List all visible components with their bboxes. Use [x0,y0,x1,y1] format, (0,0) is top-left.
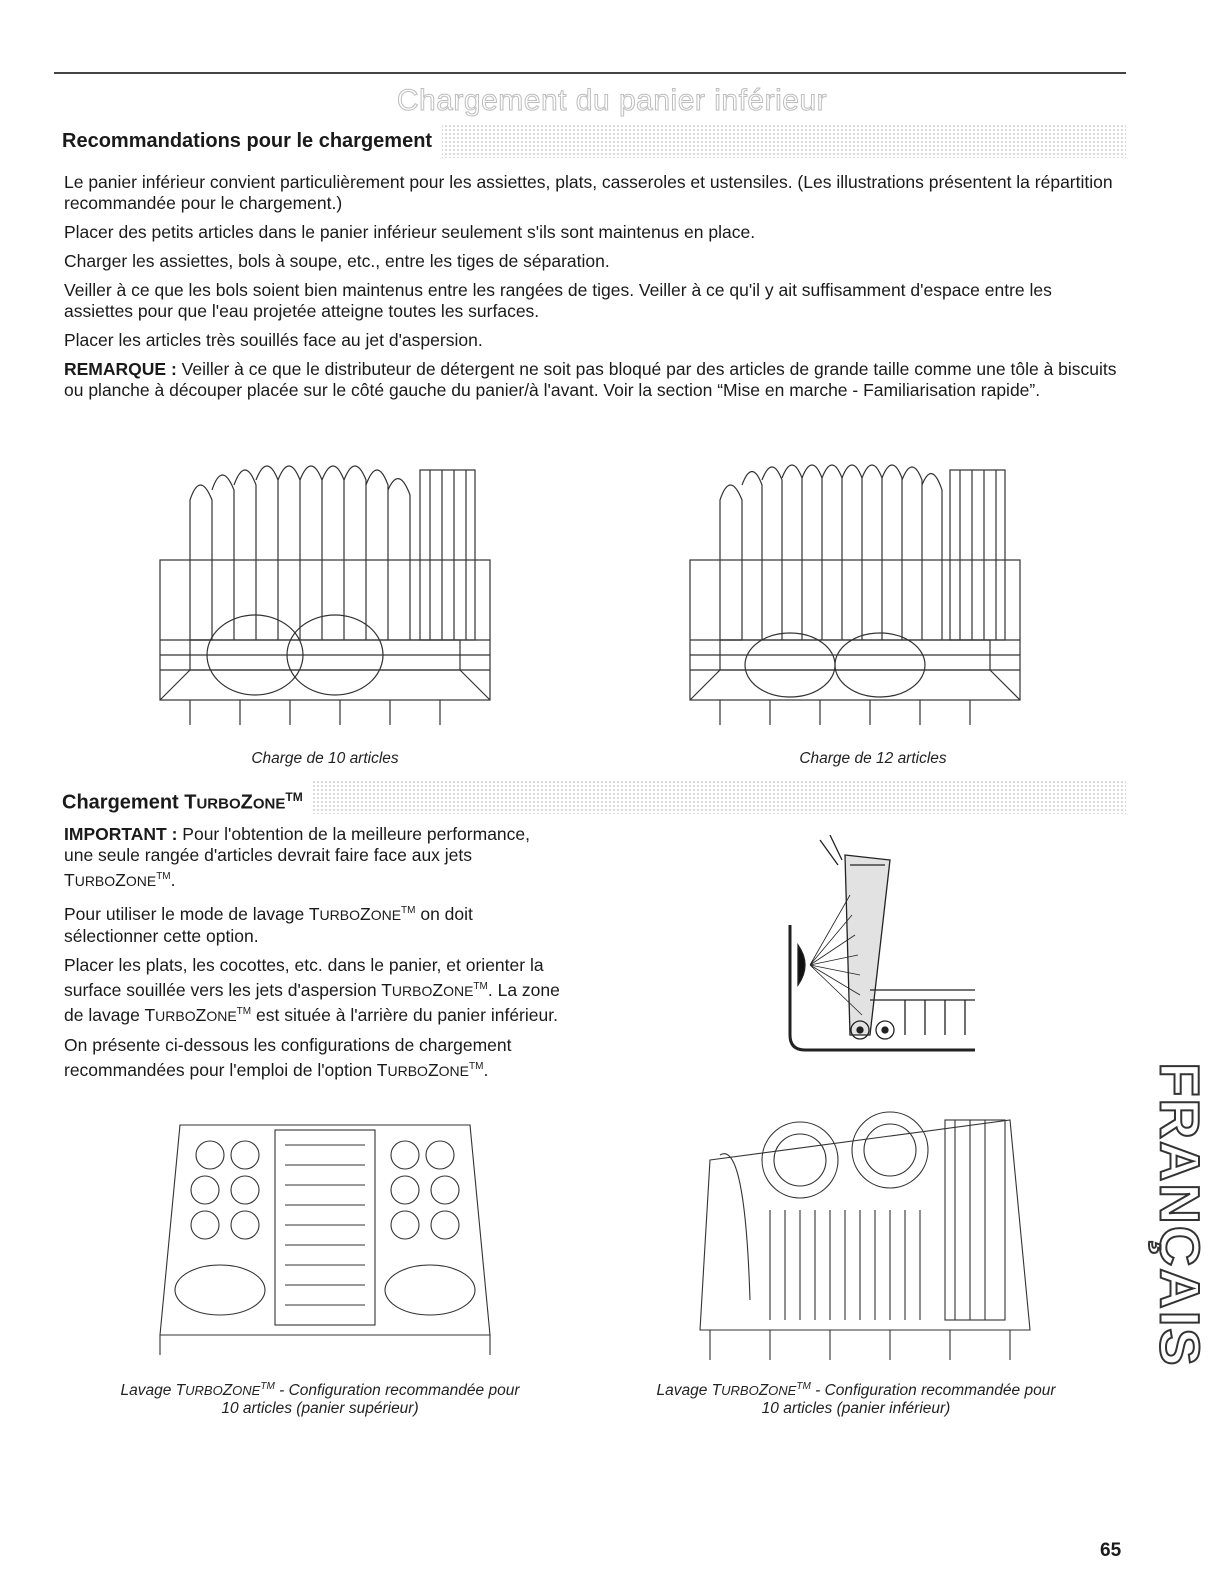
section-header-turbozone [60,780,1126,814]
section-header-recommendations [60,124,1126,158]
language-tab [1148,1062,1212,1368]
paragraph: Charger les assiettes, bols à soupe, etc., entre les tiges de séparation. [64,251,610,271]
note-text: Veiller à ce que le distributeur de détergent ne soit pas bloqué par des articles de grande taille comme une tôle à biscuits ou planche à découper placée sur le côté gauche du panier/à l'avant. Voir la section “Mise en marche - Familiarisation rapide”. [64,359,1117,400]
paragraph: Placer des petits articles dans le panier inférieur seulement s'ils sont maintenus en place. [64,222,756,242]
dish-rack-12-items-illustration [680,440,1030,730]
caption-line: 10 articles (panier inférieur) [761,1400,951,1418]
figure-caption-lower-rack [596,1378,1116,1418]
paragraph: Placer les plats, les cocottes, etc. dans le panier, et orienter la surface souillée vers les jets d'aspersion TURBOZONE™. La zone de lavage TURBOZONE™ est située à l'arrière du panier inférieur. [64,954,560,1026]
note-label: REMARQUE : [64,359,177,379]
section-heading: Chargement TURBOZONE™ [60,780,313,822]
important-paragraph: IMPORTANT : Pour l'obtention de la meilleure performance, une seule rangée d'articles devrait faire face aux jets TURBOZONE™. [64,824,530,890]
turbozone-lower-rack-illustration [690,1100,1040,1370]
language-tab-label: FRANÇAIS [1148,1062,1212,1368]
turbozone-text [64,824,564,1090]
dish-rack-10-items-illustration [150,440,500,730]
caption-line: 10 articles (panier supérieur) [221,1400,419,1418]
page-title: Chargement du panier inférieur [396,84,828,117]
caption-line: Lavage TURBOZONE™ - Configuration recommandée pour [120,1381,520,1400]
figure-caption: Charge de 12 articles [799,750,947,767]
paragraph: Placer les articles très souillés face au jet d'aspersion. [64,330,483,350]
paragraph: Veiller à ce que les bols soient bien maintenus entre les rangées de tiges. Veiller à ce qu'il y ait suffisamment d'espace entre les assiettes pour que l'eau projetée atteigne toutes les surfaces. [64,280,1052,321]
section-body [64,172,1124,409]
turbozone-spray-diagram [780,835,980,1060]
top-rule [54,72,1126,74]
turbozone-upper-rack-illustration [150,1105,500,1365]
paragraph: Pour utiliser le mode de lavage TURBOZONE™ on doit sélectionner cette option. [64,903,473,946]
note-paragraph [64,359,1124,401]
caption-line: Lavage TURBOZONE™ - Configuration recommandée pour [656,1381,1056,1400]
figure-caption: Charge de 10 articles [251,750,399,767]
paragraph: Le panier inférieur convient particulièrement pour les assiettes, plats, casseroles et ustensiles. (Les illustrations présentent la répartition recommandée pour le chargement.) [64,172,1113,213]
paragraph: On présente ci-dessous les configurations de chargement recommandées pour l'emploi de l'option TURBOZONE™. [64,1035,512,1081]
section-heading: Recommandations pour le chargement [60,124,442,158]
page-number: 65 [1100,1540,1122,1561]
figure-caption-upper-rack [60,1378,580,1418]
